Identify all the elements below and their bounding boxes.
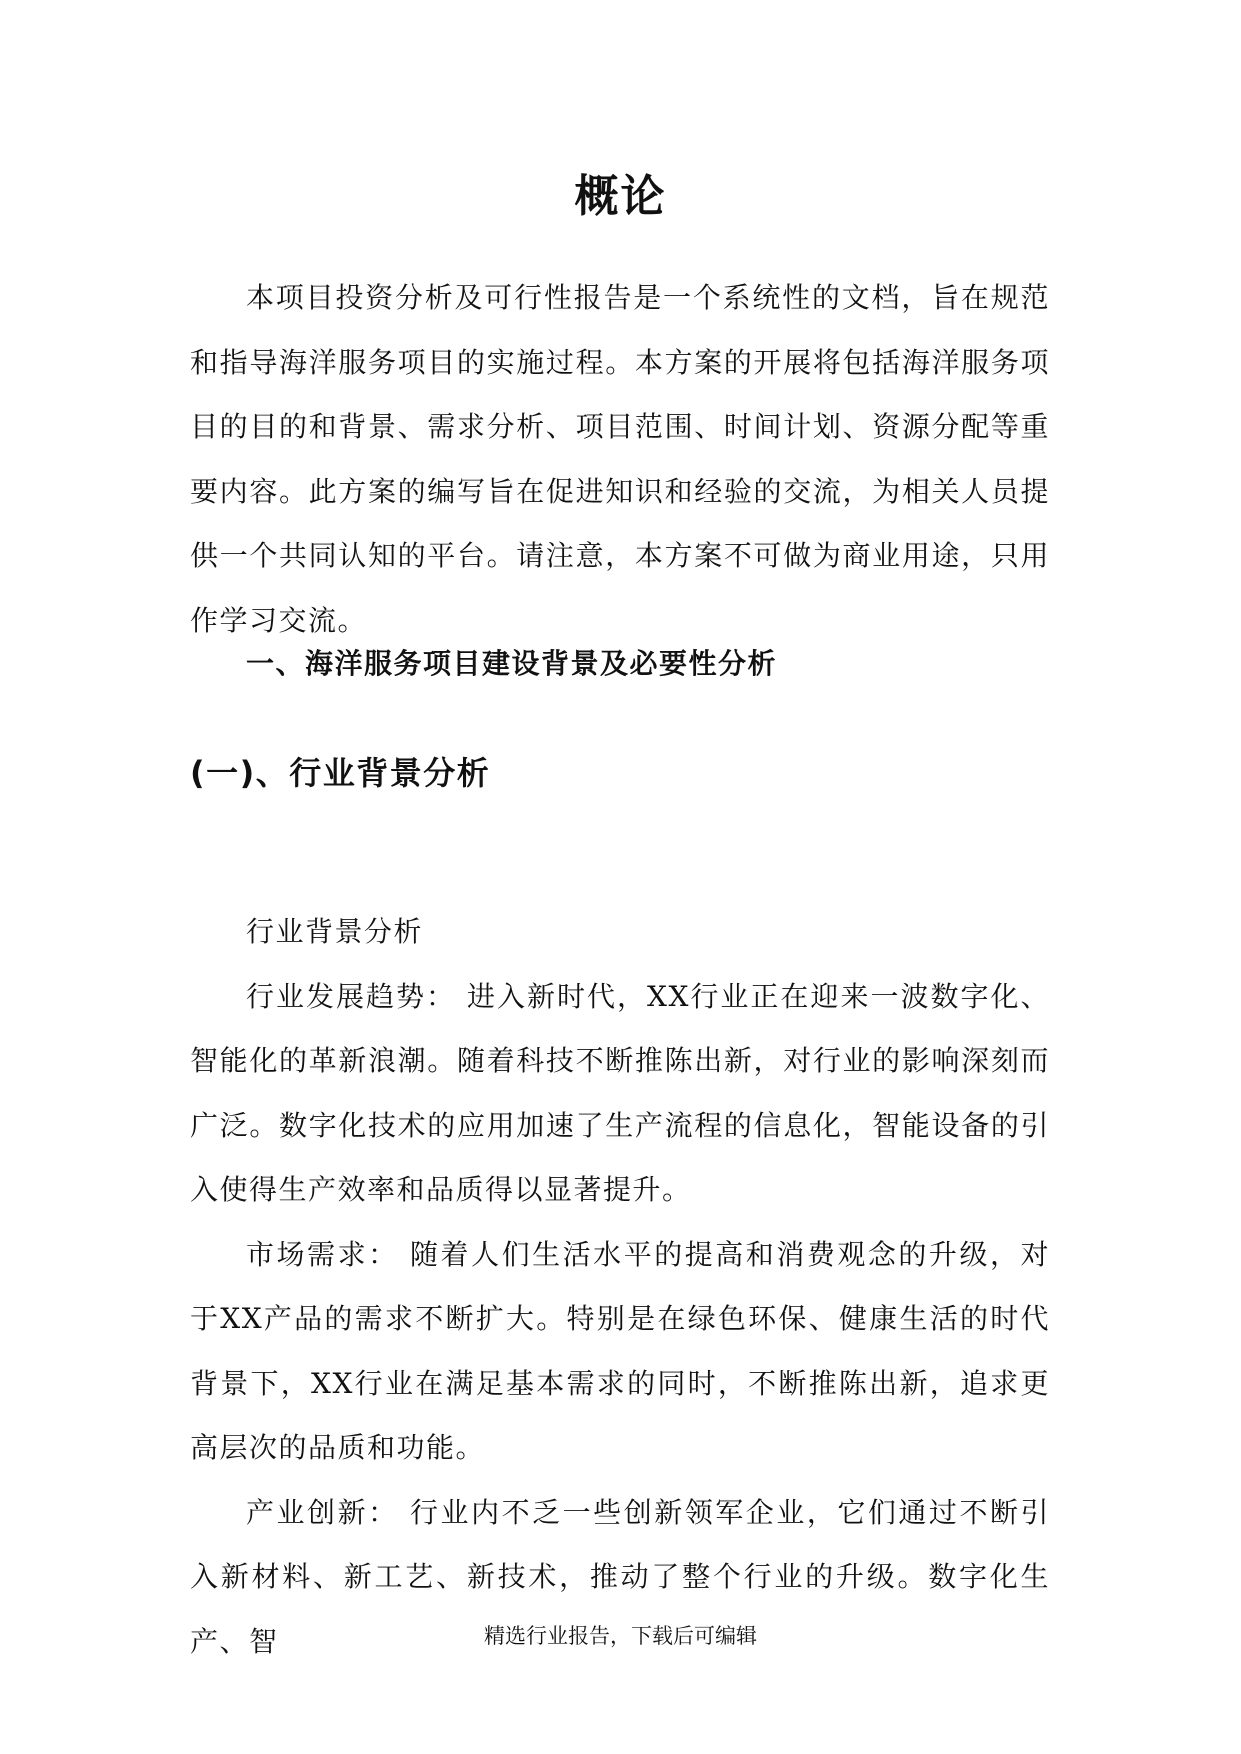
body-paragraph-demand: 市场需求： 随着人们生活水平的提高和消费观念的升级，对于XX产品的需求不断扩大。特别是在绿色环保、健康生活的时代背景下，XX行业在满足基本需求的同时，不断推陈出新，追求更高层次的品质和功能。 [190, 1237, 1050, 1464]
page-title: 概论 [574, 171, 667, 222]
body-paragraph-trend: 行业发展趋势： 进入新时代，XX行业正在迎来一波数字化、智能化的革新浪潮。随着科技不断推陈出新，对行业的影响深刻而广泛。数字化技术的应用加速了生产流程的信息化，智能设备的引入使得生产效率和品质得以显著提升。 [190, 979, 1050, 1206]
body-paragraph-label: 行业背景分析 [246, 915, 424, 948]
section-heading: 一、海洋服务项目建设背景及必要性分析 [246, 647, 778, 680]
subsection-heading: (一)、行业背景分析 [190, 754, 491, 792]
intro-block [190, 266, 1050, 653]
page-footer: 精选行业报告，下载后可编辑 [484, 1624, 757, 1648]
body-section [190, 900, 1050, 1674]
body-paragraph-innovation: 产业创新： 行业内不乏一些创新领军企业，它们通过不断引入新材料、新工艺、新技术，推动了整个行业的升级。数字化生产、智 [190, 1495, 1050, 1658]
intro-paragraph: 本项目投资分析及可行性报告是一个系统性的文档，旨在规范和指导海洋服务项目的实施过程。本方案的开展将包括海洋服务项目的目的和背景、需求分析、项目范围、时间计划、资源分配等重要内容。此方案的编写旨在促进知识和经验的交流，为相关人员提供一个共同认知的平台。请注意，本方案不可做为商业用途，只用作学习交流。 [190, 281, 1050, 637]
